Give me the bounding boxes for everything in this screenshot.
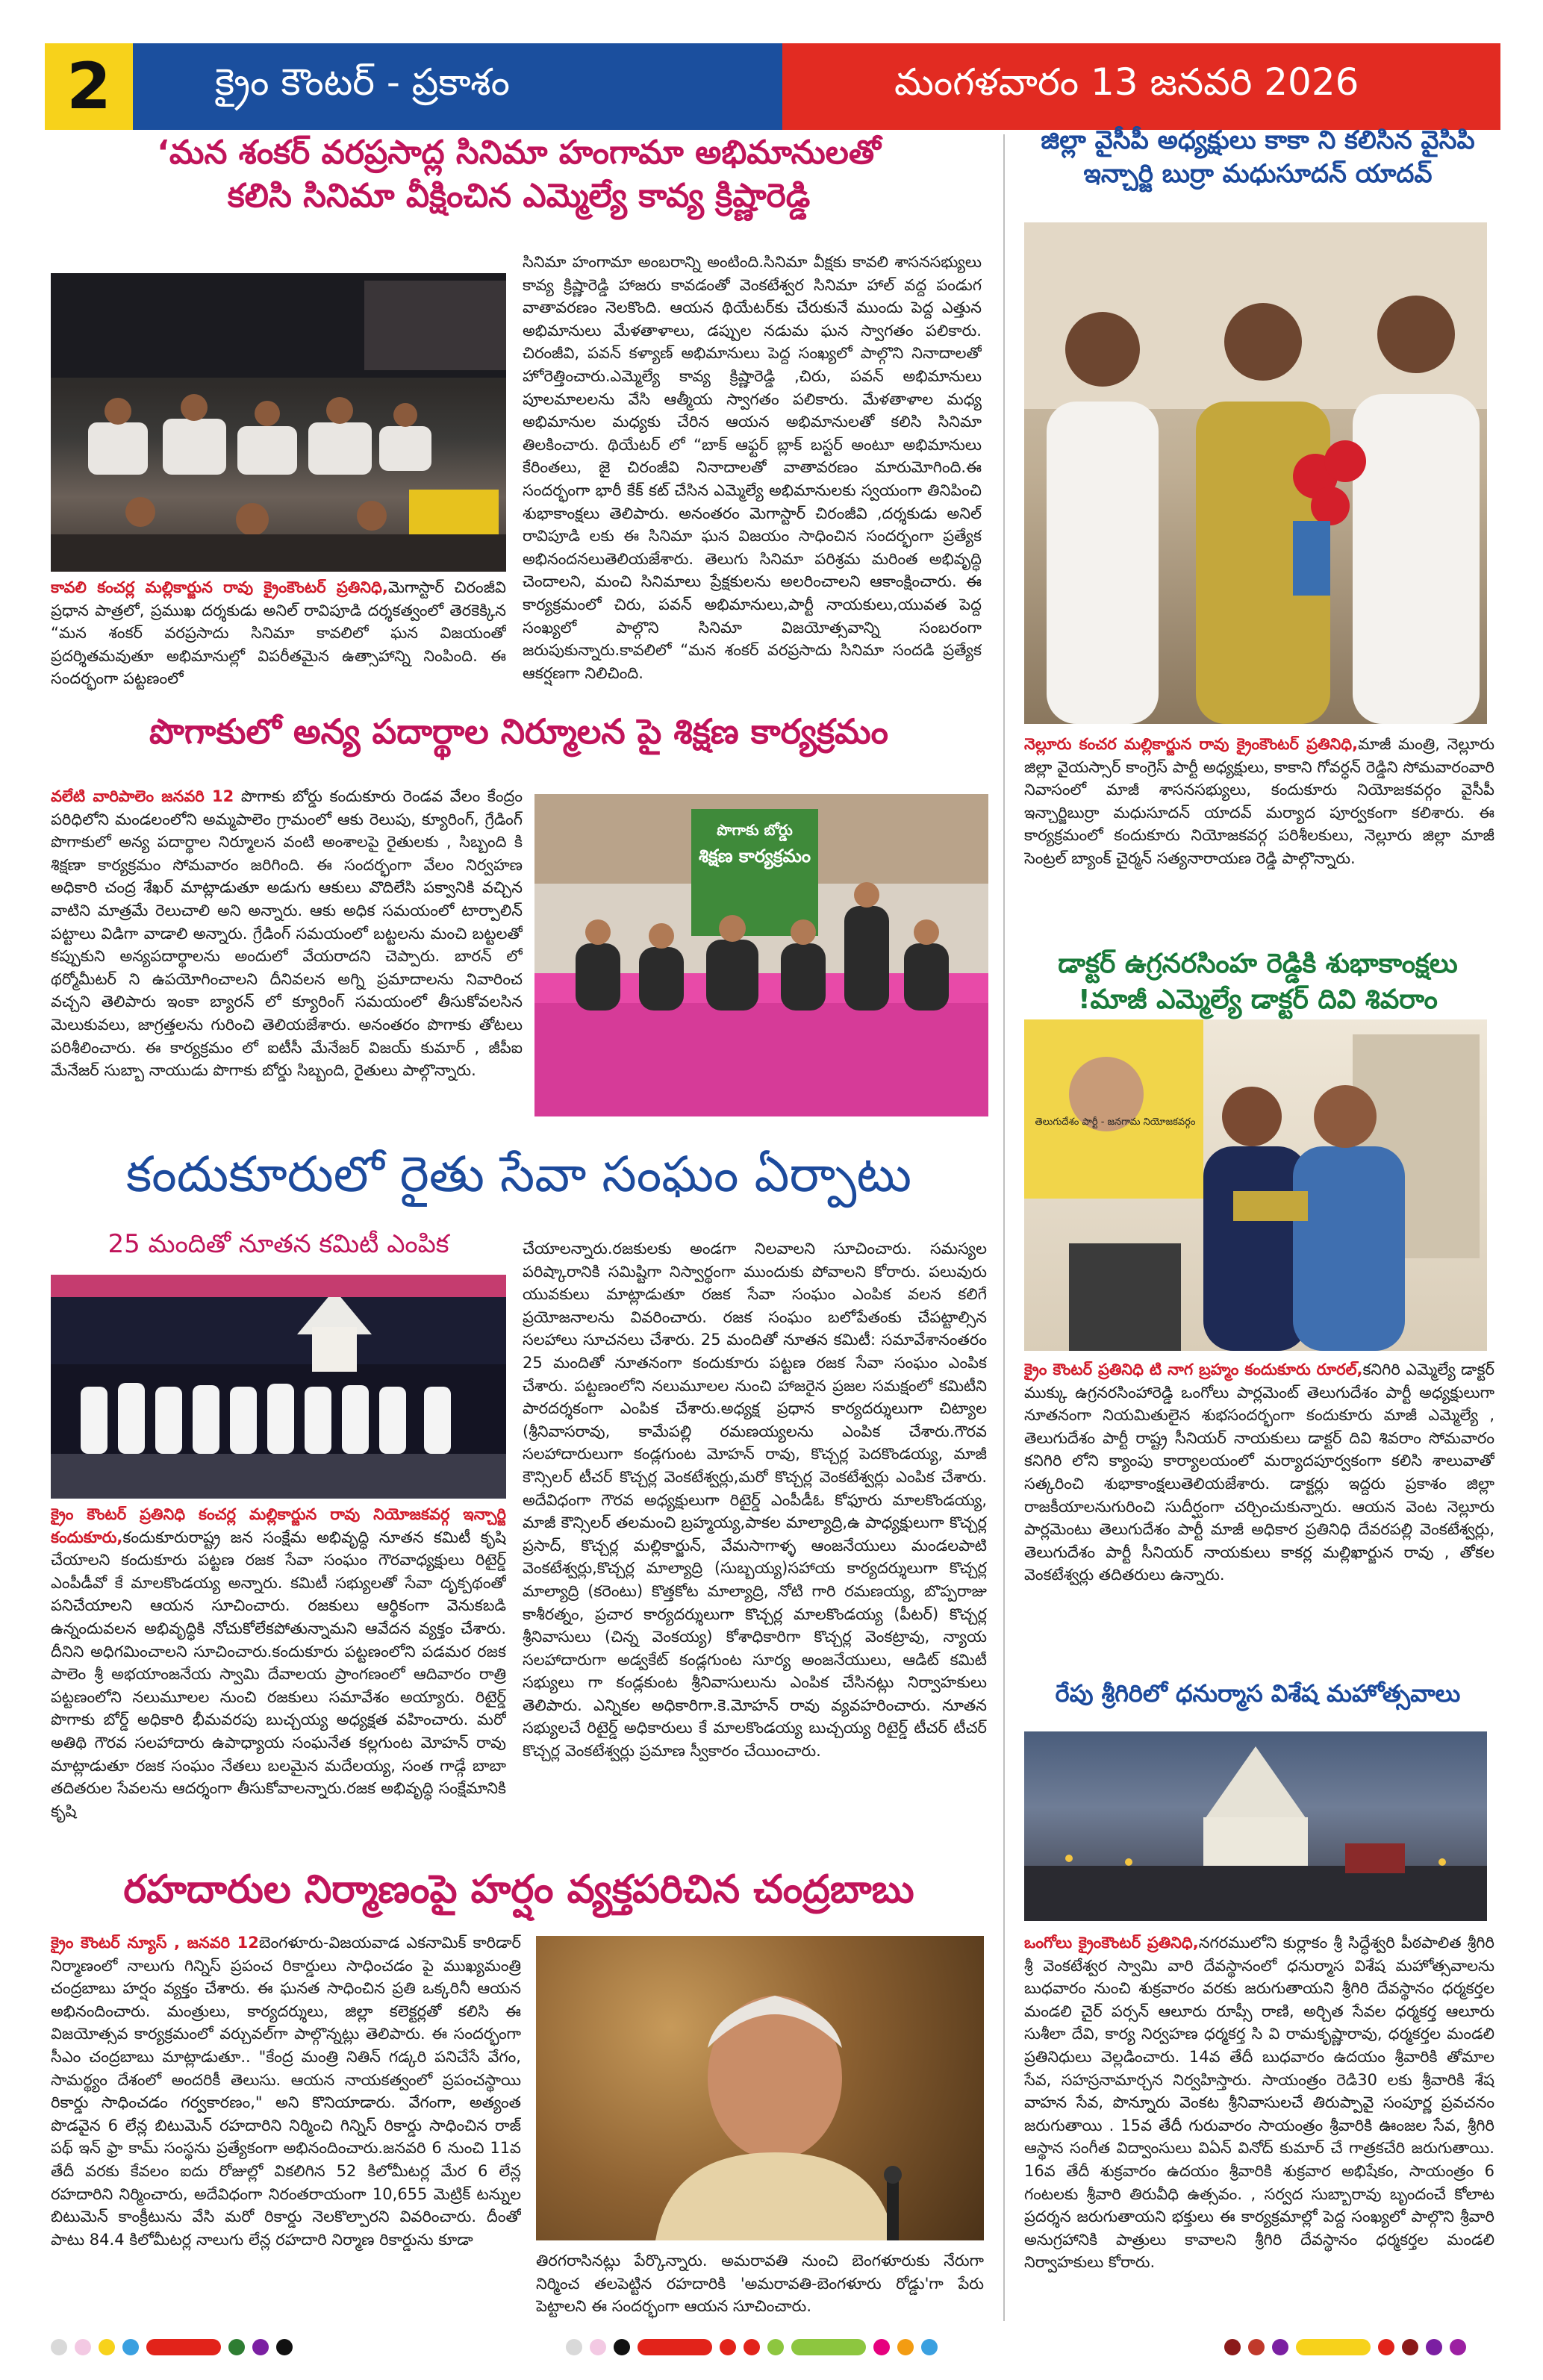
article7-body xyxy=(1024,1931,1494,2321)
article1-caption xyxy=(51,576,506,696)
article6-photo xyxy=(1024,1019,1487,1351)
article7-headline: రేపు శ్రీగిరిలో ధనుర్మాస విశేష మహోత్సవాలు xyxy=(1055,1679,1461,1708)
paper-name: క్రైం కౌంటర్ - ప్రకాశం xyxy=(133,43,782,130)
article4-body-left-text: బెంగళూరు-విజయవాడ ఎకనామిక్ కారిడార్ నిర్మాణంలో నాలుగు గిన్నిస్ ప్రపంచ రికార్డులు సాధించడం పై ముఖ్యమంత్రి చంద్రబాబు హర్షం వ్యక్తం చేశారు. ఈ ఘనత సాధించిన ప్రతి ఒక్కరినీ ఆయన అభినందించారు. మంత్రులు, కార్యదర్శులు, జిల్లా కలెక్టర్లతో కలిసి ఈ విజయోత్సవ కార్యక్రమంలో వర్చువల్‌గా పాల్గొన్నట్లు తెలిపారు. ఈ సందర్భంగా సీఎం చంద్రబాబు మాట్లాడుతూ.. "కేంద్ర మంత్రి నితిన్ గడ్కరి పనిచేసే వేగం, సామర్థ్యం దేశంలో అందరికీ తెలుసు. ఆయన నాయకత్వంలో ప్రపంచస్థాయి రికార్డు సాధించడం గర్వకారణం," అని కొనియాడారు. వేగంగా, అత్యంత పొడవైన 6 లేన్ల బిటుమెన్ రహదారిని నిర్మించి గిన్నిస్ రికార్డు సాధించిన రాజ్ పథ్ ఇన్ ఫ్రా కామ్ సంస్థను ప్రత్యేకంగా అభినందించారు.జనవరి 6 నుంచి 11వ తేదీ వరకు కేవలం ఐదు రోజుల్లో వికలిగిన 52 కిలోమీటర్ల మేర 6 లేన్ల రహదారిని నిర్మించారు, అదేవిధంగా నిరంతరాయంగా 10,655 మెట్రిక్ టన్నుల బిటుమెన్ కాంక్రీటును వేసి మరో రికార్డు నెలకొల్పారని వివరించారు. దీంతో పాటు 84.4 కిలోమీటర్ల నాలుగు లేన్ల రహదారి నిర్మాణ రికార్డును కూడా xyxy=(51,1934,521,2249)
article7-photo-temple xyxy=(1024,1731,1487,1921)
footer-dot xyxy=(75,2339,91,2355)
article3-body-left xyxy=(51,1503,506,1858)
article1-body: సినిమా హంగామా అంబరాన్ని అంటింది.సినిమా వీక్షకు కావలి శాసనసభ్యులు కావ్య క్రిష్ణారెడ్డి హాజరు కావడంతో వెంకటేశ్వర సినిమా హాల్ వద్ద పండుగ వాతావరణం నెలకొంది. ఆయన థియేటర్‌కు చేరుకునే ముందు పెద్ద ఎత్తున అభిమానులు మేళతాళాలు, డప్పుల నడుమ ఘన స్వాగతం పలికారు. చిరంజీవి, పవన్ కళ్యాణ్ అభిమానులు పెద్ద సంఖ్యలో పాల్గొని నినాదాలతో హోరెత్తించారు.ఎమ్మెల్యే కావ్య క్రిష్ణారెడ్డి ,చిరు, పవన్ అభిమానులు పూలమాలలను వేసి ఆత్మీయ స్వాగతం పలికారు. మేళతాళాల మధ్య అభిమానుల మధ్యకు చేరిన ఆయన అభిమానులతో కలిసి సినిమా తిలకించారు. థియేటర్ లో “బాక్ ఆఫ్టర్ బ్లాక్ బస్టర్ అంటూ అభిమానులు కేరింతలు, జై చిరంజీవి నినాదాలతో వాతావరణం మారుమోగింది.ఈ సందర్భంగా భారీ కేక్ కట్ చేసిన ఎమ్మెల్యే అభిమానులకు స్వయంగా తినిపించి శుభాకాంక్షలు తెలిపారు. అనంతరం మెగాస్టార్ చిరంజీవి ,దర్శకుడు అనిల్ రావిపూడి లకు ఈ సినిమా ఘన విజయం సాధించిన సందర్భంగా ప్రత్యేక అభినందనలుతెలియజేశారు. తెలుగు సినిమా పరిశ్రమ మరింత అభివృద్ధి చెందాలని, మంచి సినిమాలు ప్రేక్షకులను అలరించాలని ఆకాంక్షించారు. ఈ కార్యక్రమంలో చిరు, పవన్ అభిమానులు,పార్టీ నాయకులు,యువత పెద్ద సంఖ్యలో పాల్గొని సినిమా విజయోత్సవాన్ని సంబరంగా జరుపుకున్నారు.కావలిలో “మన శంకర్ వరప్రసాదు సినిమా సందడి ప్రత్యేక ఆకర్షణగా నిలిచింది. xyxy=(523,253,982,682)
article1-headline-line1: ‘మన శంకర్ వరప్రసాద్ల సినిమా హంగామా అభిమానులతో xyxy=(157,134,881,172)
article6-photo-banner: తెలుగుదేశం పార్టీ - జనగామ నియోజకవర్గం xyxy=(1035,1116,1196,1128)
article4-body-right: తిరగరాసినట్లు పేర్కొన్నారు. అమరావతి నుంచి బెంగళూరుకు నేరుగా నిర్మించ తలపెట్టిన రహదారికి 'అమరావతి-బెంగళూరు రోడ్డు'గా పేరు పెట్టాలని ఈ సందర్భంగా ఆయన సూచించారు. xyxy=(536,2252,984,2316)
article3-lead: క్రైం కౌంటర్ ప్రతినిధి కంచర్ల మల్లికార్జున రావు నియోజకవర్గ ఇన్చార్జి కందుకూరు, xyxy=(51,1505,506,1546)
footer-dot xyxy=(146,2339,221,2355)
footer-dot xyxy=(51,2339,67,2355)
footer-dot xyxy=(744,2339,760,2355)
article3-body-left-text: కందుకూరురాష్ట్ర జన సంక్షేమ అభివృద్ధి నూతన కమిటీ కృషి చేయాలని కందుకూరు పట్టణ రజక సేవా సంఘం గౌరవాధ్యక్షులు రిటైర్డ్ ఎంపీడీవో కే మాలకొండయ్య అన్నారు. కమిటీ సభ్యులతో సేవా దృక్పథంతో పనిచేయాలని ఆయన సూచించారు. రజకులు ఆర్థికంగా వెనుకబడి ఉన్నందువలన అభివృద్ధికి నోచుకోలేకపోతున్నామని ఆవేదన వ్యక్తం చేశారు. దీనిని అధిగమించాలని సూచించారు.కందుకూరు పట్టణంలోని పడమర రజక పాలెం శ్రీ అభయాంజనేయ స్వామి దేవాలయ ప్రాంగణంలో ఆదివారం రాత్రి పట్టణంలోని నలుమూలల నుంచి రజకులు సమావేశం అయ్యారు. రిటైర్డ్ పొగాకు బోర్డ్ అధికారి భీమవరపు బుచ్చయ్య అధ్యక్షత వహించారు. మరో అతిథి గౌరవ సలహాదారు ఉపాధ్యాయ సంఘనేత కల్లగుంట మోహన్ రావు మాట్లాడుతూ రజక సంఘం నేతలు బలమైన మదేలయ్య, సంత గాడ్గే బాబా తదితరుల సేవలను ఆదర్శంగా తీసుకోవాలన్నారు.రజక అభివృద్ధి సంక్షేమానికి కృషి xyxy=(51,1528,506,1820)
footer-dot xyxy=(1378,2339,1394,2355)
article6-body xyxy=(1024,1358,1494,1672)
article1-caption-text: మెగాస్టార్ చిరంజీవి ప్రధాన పాత్రలో, ప్రముఖ దర్శకుడు అనిల్ రావిపూడి దర్శకత్వంలో తెరకెక్కిన “మన శంకర్ వరప్రసాదు సినిమా కావలిలో ఘన విజయంతో ప్రదర్శితమవుతూ అభిమానుల్లో విపరీతమైన ఉత్సాహాన్ని నింపింది. ఈ సందర్భంగా పట్టణంలో xyxy=(51,578,506,688)
article7-body-text: నగరములోని కుర్లాకం శ్రీ సిద్ధేశ్వరి పీఠపాలిత శ్రీగిరి శ్రీ వెంకటేశ్వర స్వామి వారి దేవస్థానంలో ధనుర్మాస విశేష మహోత్సవాలను బుధవారం నుంచి శుక్రవారం వరకు జరుగుతాయని శ్రీగిరి దేవస్థానం ధర్మకర్తల మండలి చైర్ పర్సన్ ఆలూరు రూప్సీ రాణి, అర్చిత సేవల ధర్మకర్త ఆలూరు సుశీలా దేవి, కార్య నిర్వహణ ధర్మకర్త సి వి రామకృష్ణారావు, ధర్మకర్తల మండలి ప్రతినిధులు వెల్లడించారు. 14వ తేదీ బుధవారం ఉదయం శ్రీవారికి తోమాల సేవ, సహస్రనామార్చన నిర్వహిస్తారు. సాయంత్రం రెడి30 లకు శ్రీవారికి శేష వాహన సేవ, పొన్నూరు వెంకట శ్రీనివాసులచే తిరుప్పావై సంపూర్ణ ప్రవచనం జరుగుతాయి . 15వ తేదీ గురువారం సాయంత్రం శ్రీవారికి ఊంజల సేవ, శ్రీగిరి ఆస్థాన సంగీత విద్వాంసులు విఏన్ వినోద్ కుమార్ చే గాత్రకచేరి జరుగుతాయి. 16వ తేదీ శుక్రవారం ఉదయం శ్రీవారికి శుక్రవార అభిషేకం, సాయంత్రం 6 గంటలకు శ్రీవారి తిరువీధి ఉత్సవం. , సర్వద సుబ్బారావు బృందంచే కోలాట ప్రదర్శన జరుగుతాయని భక్తులు ఈ కార్యక్రమాల్లో పెద్ద సంఖ్యలో పాల్గొని శ్రీవారి అనుగ్రహానికి పాత్రులు కావాలని శ్రీగిరి దేవస్థానం ధర్మకర్తల మండలి నిర్వాహకులు కోరారు. xyxy=(1024,1934,1494,2272)
footer-dot xyxy=(1450,2339,1466,2355)
footer-dot xyxy=(638,2339,712,2355)
footer-dot xyxy=(1248,2339,1265,2355)
article6-headline xyxy=(1015,946,1500,1017)
footer-dot xyxy=(873,2339,890,2355)
footer-dot xyxy=(1272,2339,1288,2355)
issue-date: మంగళవారం 13 జనవరి 2026 xyxy=(782,43,1500,130)
footer-dot xyxy=(566,2339,582,2355)
article5-lead: నెల్లూరు కంచర మల్లికార్జున రావు క్రైంకౌంటర్ ప్రతినిధి, xyxy=(1024,735,1359,753)
footer-dot xyxy=(897,2339,914,2355)
article1-photo-cinema xyxy=(51,273,506,572)
article2-body-text: పొగాకు బోర్డు కందుకూరు రెండవ వేలం కేంద్రం పరిధిలోని మండలంలోని అమ్మపాలెం గ్రామంలో ఆకు రెలుపు, క్యూరింగ్, గ్రేడింగ్ పొగాకులో అన్య పదార్థాల నిర్మూలన వంటి అంశాలపై రైతులకు , సిబ్బంది కి శిక్షణా కార్యక్రమం సోమవారం జరిగింది. ఈ సందర్భంగా వేలం నిర్వహణ అధికారి చంద్ర శేఖర్ మాట్లాడుతూ అడుగు ఆకులు వొదిలేసి పక్వానికి వచ్చిన వాటిని మాత్రమే రెలుచాలి అని అన్నారు. ఆకు అధిక సమయంలో టార్పాలిన్ పట్టాలు విడిగా వాడాలి అన్నారు. గ్రేడింగ్ సమయంలో బట్టలను మంచి బట్టలతో కప్పుకుని అన్యపదార్థాలను అందులో వేయరాదని చెప్పారు. బారన్ లో థర్మోమీటర్ ని ఉపయోగించాలని దీనివలన అగ్ని ప్రమాదాలను నివారించ వచ్చని తెలిపారు ఇంకా బ్యారన్ లో క్యూరింగ్ సమయంలో తీసుకోవలసిన మెలుకువలు, జాగ్రత్తలను గురించి తెలియజేశారు. అనంతరం పొగాకు తోటలు పరిశీలించారు. ఈ కార్యక్రమం లో ఐటీసీ మేనేజర్ విజయ్ కుమార్ , జీపీఐ మేనేజర్ సుబ్బా నాయుడు పొగాకు బోర్డు సిబ్బంది, రైతులు పాల్గొన్నారు. xyxy=(51,787,523,1080)
article5-body-text: మాజీ మంత్రి, నెల్లూరు జిల్లా వైయస్సార్ కాంగ్రెస్ పార్టీ అధ్యక్షులు, కాకాని గోవర్ధన్ రెడ్డిని సోమవారంవారి నివాసంలో మాజీ శాసనసభ్యులు, కందుకూరు నియోజకవర్గం వైసీపీ ఇన్చార్జిబుర్రా మధుసూదన్ యాదవ్ మర్యాద పూర్వకంగా కలిశారు. ఈ కార్యక్రమంలో కందుకూరు నియోజకవర్గ పరిశీలకులు, నెల్లూరు జిల్లా మాజీ సెంట్రల్ బ్యాంక్ చైర్మన్ సత్యనారాయణ రెడ్డి పాల్గొన్నారు. xyxy=(1024,735,1494,867)
article2-lead: వలేటి వారిపాలెం జనవరి 12 xyxy=(51,787,234,805)
article4-photo-chandrababu xyxy=(536,1936,984,2240)
footer-dot xyxy=(99,2339,115,2355)
page-number: 2 xyxy=(45,43,133,130)
footer-dot xyxy=(921,2339,938,2355)
article2-banner xyxy=(697,818,812,870)
article5-headline xyxy=(1015,124,1500,191)
footer-dot xyxy=(1426,2339,1442,2355)
article6-headline-line2: !మాజీ ఎమ్మెల్యే డాక్టర్ దివి శివరాం xyxy=(1078,984,1438,1015)
article2-body xyxy=(51,785,523,1128)
footer-dot xyxy=(1296,2339,1371,2355)
article3-subhead: 25 మందితో నూతన కమిటీ ఎంపిక xyxy=(107,1229,449,1259)
article5-photo-meeting xyxy=(1024,222,1487,724)
article2-photo-training xyxy=(534,794,988,1116)
article6-lead: క్రైం కౌంటర్ ప్రతినిధి టి నాగ బ్రహ్మం కందుకూరు రూరల్, xyxy=(1024,1361,1363,1378)
footer-dot xyxy=(276,2339,293,2355)
article3-body-right: చేయాలన్నారు.రజకులకు అండగా నిలవాలని సూచించారు. సమస్యల పరిష్కారానికి సమిష్టిగా నిస్వార్థంగా ముందుకు పోవాలని కోరారు. పలువురు యువకులు మాట్లాడుతూ రజక సేవా సంఘం ఎంపిక వలన కలిగే ప్రయోజనాలను వివరించారు. రజక సంఘం బలోపేతంకు చేపట్టాల్సిన సలహాలు సూచనలు చేశారు. 25 మందితో నూతన కమిటీ: సమావేశానంతరం 25 మందితో నూతనంగా కందుకూరు పట్టణ రజక సేవా సంఘం ఎంపిక చేశారు. పట్టణంలోని నలుమూలల నుంచి హాజరైన ప్రజల సమక్షంలో కమిటీని పారదర్శకంగా ఎంపిక చేశారు.అధ్యక్ష ప్రధాన కార్యదర్శులుగా చిట్యాల (శ్రీనివాసరావు, కామేపల్లి రమణయ్యలను ఎంపిక చేశారు.గౌరవ సలహాదారులుగా కండ్లగుంట మోహన్ రావు, కొచ్చర్ల పెదకొండయ్య, మాజీ కౌన్సిలర్ టీచర్ కొచ్చర్ల వెంకటేశ్వర్లు,మరో కొచ్చర్ల వెంకటేశ్వర్లు ఎంపిక చేశారు. అదేవిధంగా గౌరవ అధ్యక్షులుగా రిటైర్డ్ ఎంపీడీఓ కోఫూరు మాలకొండయ్య, మాజీ కౌన్సిలర్ తలమంచి బ్రహ్మయ్య,పాకల మాల్యాద్రి,ఉ పాధ్యక్షులుగా కొచ్చర్ల ప్రసాద్, కొచ్చర్ల మల్లికార్జున్, వేమసాగాళ్ళ ఆంజనేయులు మండలపాటి వెంకటేశ్వర్లు,కొచ్చర్ల మాల్యాద్రి (సుబ్బయ్య)సహాయ కార్యదర్శులుగా కొచ్చర్ల మాల్యాద్రి (కరెంటు) కొత్తకోట మాల్యాద్రి, నోటి గారి రమణయ్య, బొప్పరాజు కాశీరత్నం, ప్రచార కార్యదర్శులుగా కొచ్చర్ల మాలకొండయ్య (పీటర్) కొచ్చర్ల శ్రీనివాసులు (చిన్న వెంకయ్య) కోశాధికారిగా కొచ్చర్ల వెంకట్రావు, న్యాయ సలహాదారుగా అడ్వకేట్ కండ్లగుంట సూర్య అంజనేయులు, ఆడిట్ కమిటీ సభ్యులు గా కండ్లకుంట శ్రీనివాసులును ఎంపిక చేసినట్లు నిర్వాహకులు తెలిపారు. ఎన్నికల అధికారిగా.కె.మోహన్ రావు వ్యవహరించారు. నూతన సభ్యులచే రిటైర్డ్ అధికారులు కే మాలకొండయ్య బుచ్చయ్య రిటైర్డ్ టీచర్ టీచర్ కొచ్చర్ల వెంకటేశ్వర్లు ప్రమాణ స్వీకారం చేయించారు. xyxy=(523,1240,987,1761)
article5-headline-line2: ఇన్చార్జి బుర్రా మధుసూదన్ యాదవ్ xyxy=(1083,158,1433,189)
footer-dot xyxy=(1224,2339,1241,2355)
footer-dot xyxy=(590,2339,606,2355)
article2-banner-line1: పొగాకు బోర్డు xyxy=(717,821,793,839)
footer-dots-middle xyxy=(566,2339,984,2361)
article4-headline: రహదారుల నిర్మాణంపై హర్షం వ్యక్తపరిచిన చంద్రబాబు xyxy=(123,1867,914,1912)
article3-headline: కందుకూరులో రైతు సేవా సంఘం ఏర్పాటు xyxy=(125,1146,912,1203)
article4-lead: క్రైం కౌంటర్ న్యూస్ , జనవరి 12 xyxy=(51,1934,259,1952)
footer-dot xyxy=(122,2339,139,2355)
column-divider xyxy=(1003,134,1005,2321)
article7-lead: ఒంగోలు క్రైంకౌంటర్ ప్రతినిధి, xyxy=(1024,1934,1199,1952)
article3-photo-meeting xyxy=(51,1275,506,1499)
article5-headline-line1: జిల్లా వైసీపీ అధ్యక్షులు కాకా ని కలిసిన వైసిపి xyxy=(1041,125,1475,155)
article5-body xyxy=(1024,733,1494,934)
footer-dot xyxy=(1402,2339,1418,2355)
footer-dot xyxy=(767,2339,784,2355)
footer-dot xyxy=(791,2339,866,2355)
article1-headline-line2: కలిసి సినిమా వీక్షించిన ఎమ్మెల్యే కావ్య క్రిష్ణారెడ్డి xyxy=(227,177,811,216)
footer-dot xyxy=(252,2339,269,2355)
article4-body-left xyxy=(51,1931,521,2321)
article1-lead: కావలి కంచర్ల మల్లికార్జున రావు క్రైంకౌంటర్ ప్రతినిధి, xyxy=(51,578,388,596)
article6-body-text: కనిగిరి ఎమ్మెల్యే డాక్టర్ ముక్కు ఉగ్రనరసింహారెడ్డి ఒంగోలు పార్లమెంట్ తెలుగుదేశం పార్టీ అధ్యక్షులుగా నూతనంగా నియమితులైన శుభసందర్భంగా కందుకూరు మాజీ ఎమ్మెల్యే , తెలుగుదేశం పార్టీ రాష్ట్ర సీనియర్ నాయకులు డాక్టర్ దివి శివరాం సోమవారం కనిగిరి లోని క్యాంపు కార్యాలయంలో మర్యాదపూర్వకంగా కలిసి శాలువాతో సత్కరించి శుభాకాంక్షలుతెలియజేశారు. డాక్టర్లు ఇద్దరు ప్రకాశం జిల్లా రాజకీయాలనుగురించి సుదీర్ఘంగా చర్చించుకున్నారు. ఆయన వెంట నెల్లూరు పార్లమెంటు తెలుగుదేశం పార్టీ మాజీ అధికార ప్రతినిధి దేవరపల్లి వెంకటేశ్వర్లు, తెలుగుదేశం పార్టీ సీనియర్ నాయకులు కాకర్ల మల్లిఖార్జున రావు , తోకల వెంకటేశ్వర్లు తదితరులు ఉన్నారు. xyxy=(1024,1361,1494,1584)
footer-dot xyxy=(720,2339,736,2355)
article2-headline: పొగాకులో అన్య పదార్థాల నిర్మూలన పై శిక్షణ కార్యక్రమం xyxy=(149,711,888,752)
footer-dots-right xyxy=(1224,2339,1523,2361)
footer-dot xyxy=(614,2339,630,2355)
footer-dot xyxy=(228,2339,245,2355)
article1-headline xyxy=(45,131,993,218)
article6-headline-line1: డాక్టర్ ఉగ్రనరసింహ రెడ్డికి శుభాకాంక్షలు xyxy=(1058,949,1458,979)
article2-banner-line2: శిక్షణ కార్యక్రమం xyxy=(698,846,811,866)
footer-dots-left xyxy=(51,2339,424,2361)
